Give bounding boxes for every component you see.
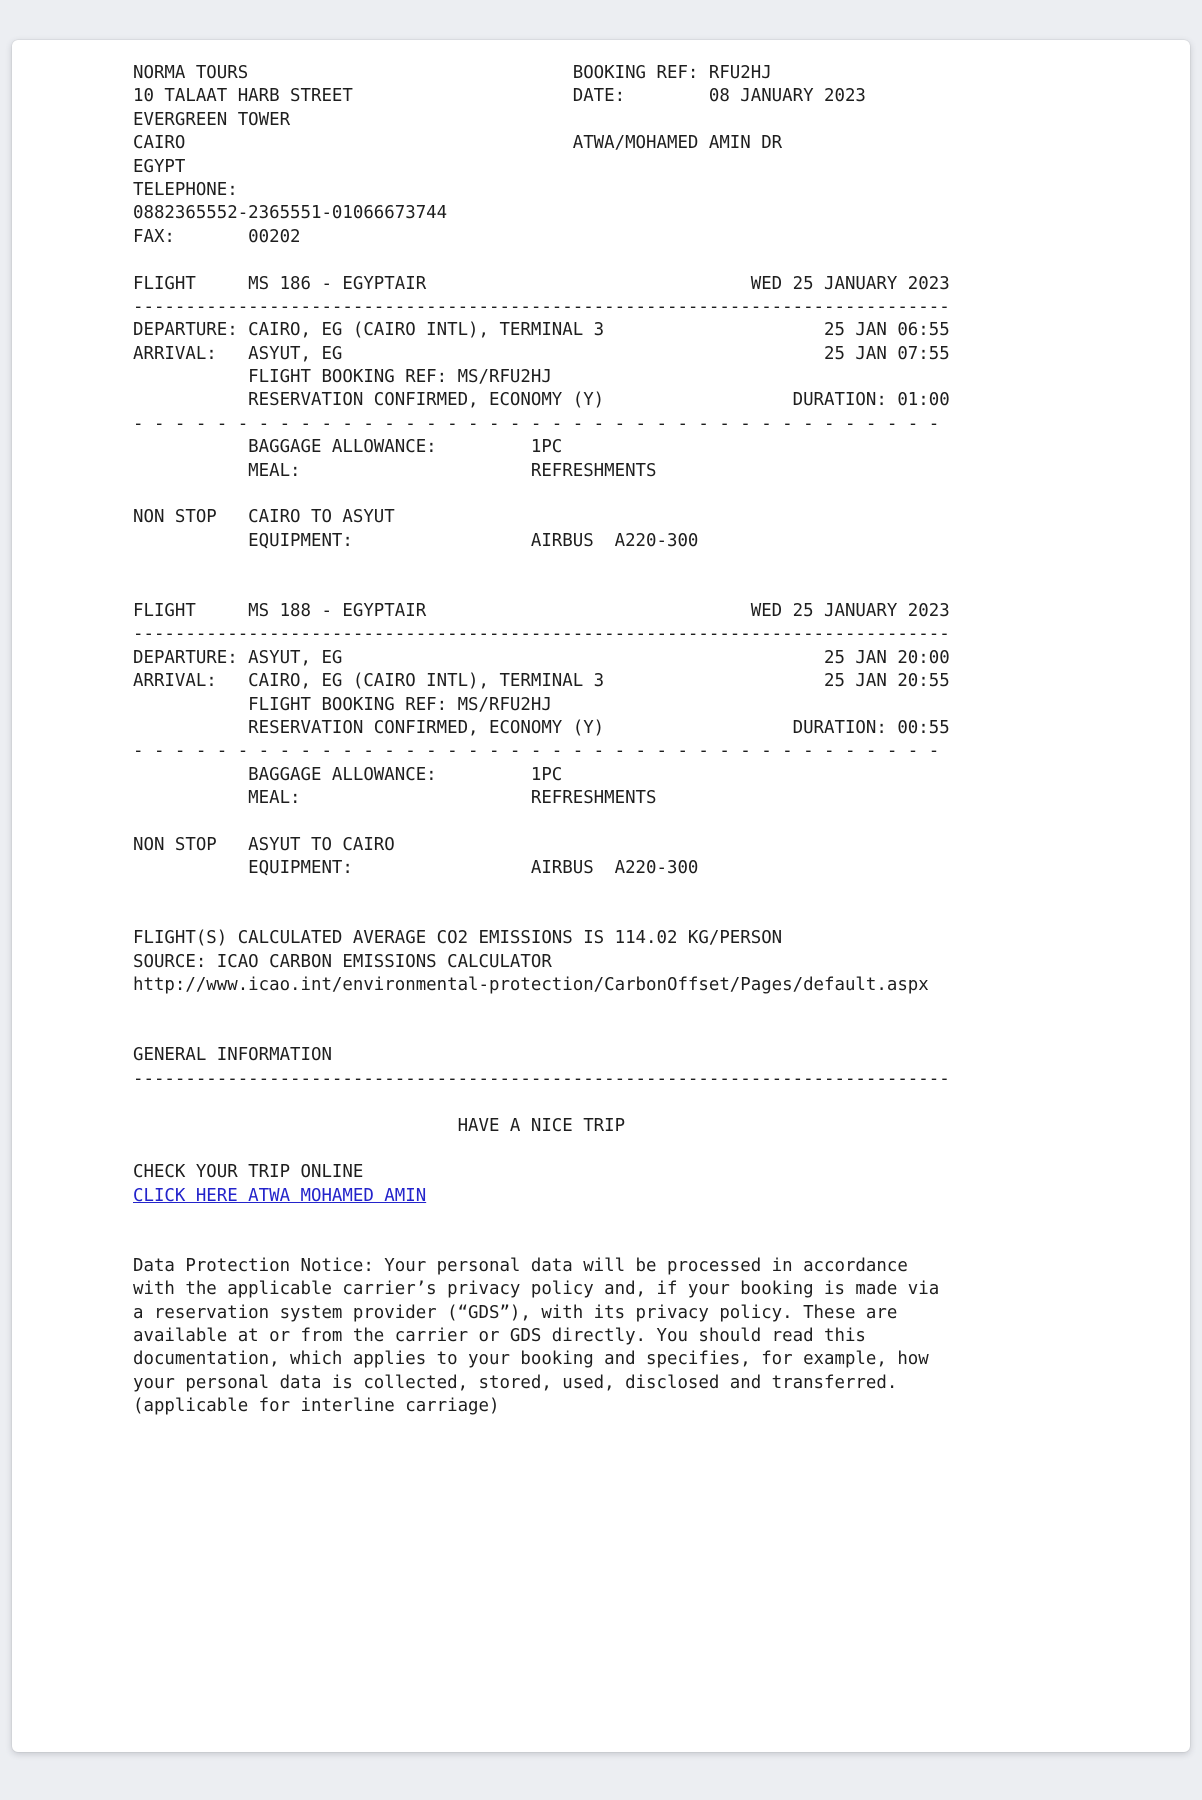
- data-protection-line-4: available at or from the carrier or GDS directly. You should read this: [133, 1326, 866, 1347]
- agency-country-line: EGYPT: [133, 156, 186, 177]
- blank-line: [133, 483, 963, 506]
- check-trip-online-line: CHECK YOUR TRIP ONLINE: [133, 1162, 364, 1183]
- blank-line: [133, 1021, 963, 1044]
- flight-2-reservation-line: RESERVATION CONFIRMED, ECONOMY (Y) DURATION: 00:55: [133, 717, 950, 738]
- blank-line: [133, 904, 963, 927]
- telephone-number-line: 0882365552-2365551-01066673744: [133, 203, 448, 224]
- flight-2-arrival-line: ARRIVAL: CAIRO, EG (CAIRO INTL), TERMINAL 3 25 JAN 20:55: [133, 671, 950, 692]
- blank-line: [133, 998, 963, 1021]
- flight-2-departure-line: DEPARTURE: ASYUT, EG 25 JAN 20:00: [133, 647, 950, 668]
- general-information-separator: ------------------------------------------------------------------------------: [133, 1068, 950, 1089]
- flight-1-nonstop-line: NON STOP CAIRO TO ASYUT: [133, 507, 395, 528]
- flight-1-equipment-line: EQUIPMENT: AIRBUS A220-300: [133, 530, 699, 551]
- document-body: [133, 62, 963, 1419]
- check-trip-online-link[interactable]: CLICK HERE ATWA MOHAMED AMIN: [133, 1185, 427, 1206]
- flight-2-meal-line: MEAL: REFRESHMENTS: [133, 788, 657, 809]
- co2-source-line: SOURCE: ICAO CARBON EMISSIONS CALCULATOR: [133, 951, 552, 972]
- flight-1-meal-line: MEAL: REFRESHMENTS: [133, 460, 657, 481]
- flight-1-dashed-separator: - - - - - - - - - - - - - - - - - - - - - - - - - - - - - - - - - - - - - - -: [133, 413, 940, 434]
- blank-line: [133, 1091, 963, 1114]
- flight-2-separator: ------------------------------------------------------------------------------: [133, 624, 950, 645]
- data-protection-line-2: with the applicable carrier’s privacy policy and, if your booking is made via: [133, 1279, 940, 1300]
- co2-emissions-line: FLIGHT(S) CALCULATED AVERAGE CO2 EMISSIONS IS 114.02 KG/PERSON: [133, 928, 783, 949]
- agency-name-line: NORMA TOURS BOOKING REF: RFU2HJ: [133, 63, 772, 83]
- blank-line: [133, 1208, 963, 1231]
- flight-2-equipment-line: EQUIPMENT: AIRBUS A220-300: [133, 858, 699, 879]
- agency-address-line-2: EVERGREEN TOWER: [133, 109, 291, 130]
- have-a-nice-trip-line: HAVE A NICE TRIP: [133, 1115, 626, 1136]
- flight-1-booking-ref-line: FLIGHT BOOKING REF: MS/RFU2HJ: [133, 367, 552, 388]
- flight-1-separator: ------------------------------------------------------------------------------: [133, 296, 950, 317]
- flight-2-dashed-separator: - - - - - - - - - - - - - - - - - - - - - - - - - - - - - - - - - - - - - - -: [133, 741, 940, 762]
- itinerary-document-page: [12, 40, 1190, 1752]
- general-information-heading: GENERAL INFORMATION: [133, 1045, 332, 1066]
- flight-1-header-line: FLIGHT MS 186 - EGYPTAIR WED 25 JANUARY 2023: [133, 273, 950, 294]
- co2-url-line: http://www.icao.int/environmental-protection/CarbonOffset/Pages/default.aspx: [133, 975, 929, 996]
- data-protection-line-6: your personal data is collected, stored, used, disclosed and transferred.: [133, 1372, 898, 1393]
- flight-2-booking-ref-line: FLIGHT BOOKING REF: MS/RFU2HJ: [133, 694, 552, 715]
- flight-2-baggage-line: BAGGAGE ALLOWANCE: 1PC: [133, 764, 563, 785]
- data-protection-line-3: a reservation system provider (“GDS”), with its privacy policy. These are: [133, 1302, 898, 1323]
- blank-line: [133, 1232, 963, 1255]
- blank-line: [133, 881, 963, 904]
- telephone-label-line: TELEPHONE:: [133, 179, 238, 200]
- flight-2-nonstop-line: NON STOP ASYUT TO CAIRO: [133, 834, 395, 855]
- fax-line: FAX: 00202: [133, 226, 301, 247]
- blank-line: [133, 1138, 963, 1161]
- flight-1-baggage-line: BAGGAGE ALLOWANCE: 1PC: [133, 437, 563, 458]
- blank-line: [133, 577, 963, 600]
- flight-2-header-line: FLIGHT MS 188 - EGYPTAIR WED 25 JANUARY 2023: [133, 600, 950, 621]
- agency-city-passenger-line: CAIRO ATWA/MOHAMED AMIN DR: [133, 133, 783, 154]
- blank-line: [133, 249, 963, 272]
- agency-address-line-1: 10 TALAAT HARB STREET DATE: 08 JANUARY 2023: [133, 86, 866, 107]
- data-protection-line-1: Data Protection Notice: Your personal data will be processed in accordance: [133, 1255, 908, 1276]
- data-protection-line-7: (applicable for interline carriage): [133, 1396, 500, 1417]
- flight-1-departure-line: DEPARTURE: CAIRO, EG (CAIRO INTL), TERMINAL 3 25 JAN 06:55: [133, 320, 950, 341]
- blank-line: [133, 811, 963, 834]
- data-protection-line-5: documentation, which applies to your booking and specifies, for example, how: [133, 1349, 929, 1370]
- flight-1-arrival-line: ARRIVAL: ASYUT, EG 25 JAN 07:55: [133, 343, 950, 364]
- blank-line: [133, 553, 963, 576]
- flight-1-reservation-line: RESERVATION CONFIRMED, ECONOMY (Y) DURATION: 01:00: [133, 390, 950, 411]
